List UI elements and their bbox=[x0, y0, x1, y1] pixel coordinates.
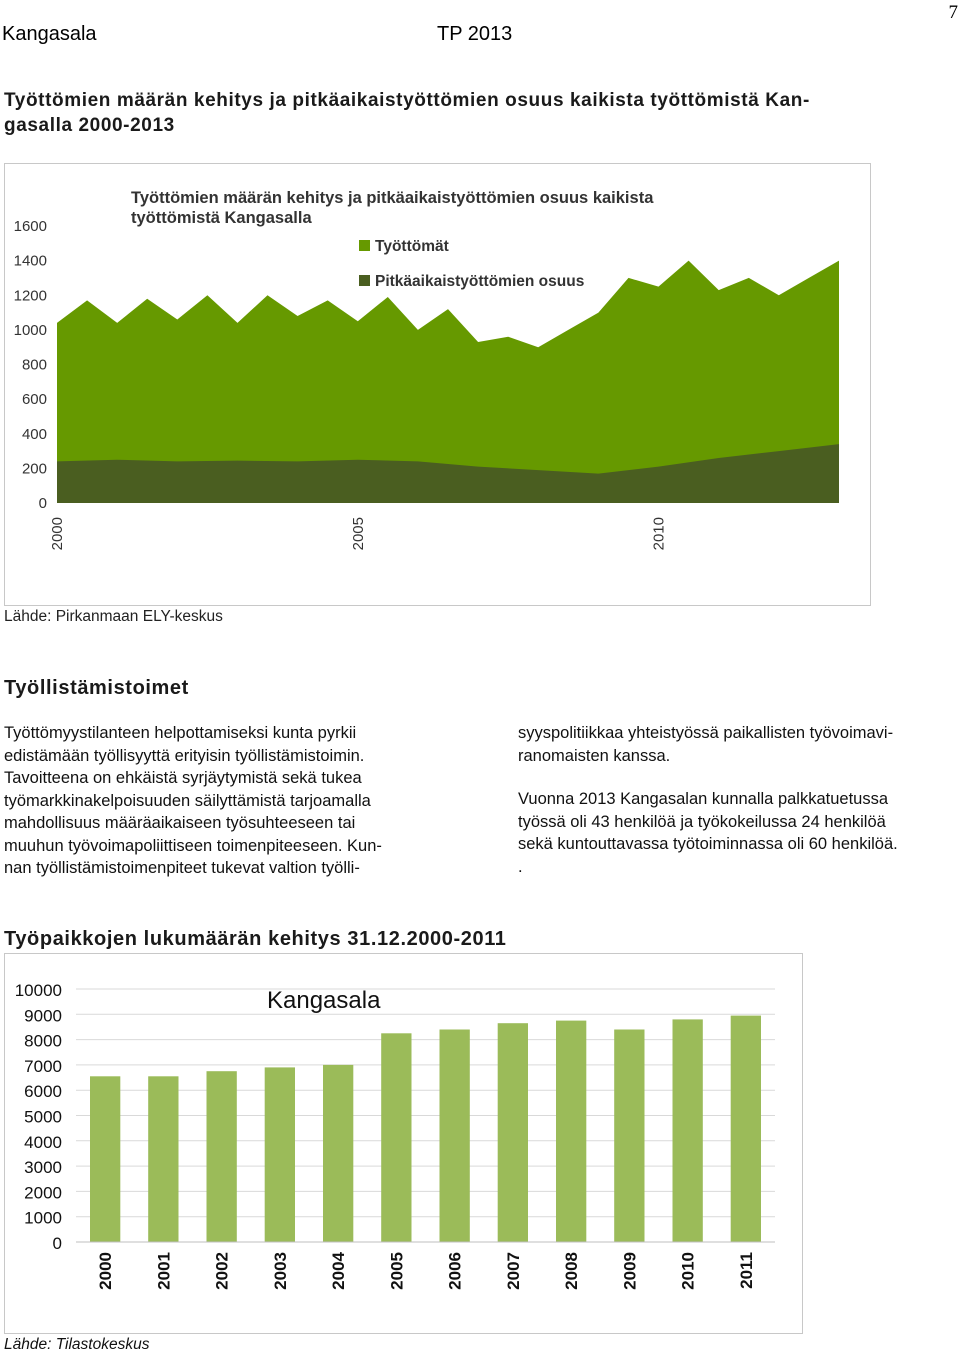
y-tick-label: 600 bbox=[21, 391, 47, 409]
jobs-chart-title: Kangasala bbox=[267, 987, 381, 1014]
bar-2010 bbox=[673, 1019, 703, 1242]
y-tick-label: 4000 bbox=[24, 1132, 62, 1152]
y-tick-label: 1000 bbox=[13, 321, 47, 339]
bar-2003 bbox=[265, 1067, 295, 1242]
x-tick-label: 2009 bbox=[620, 1252, 640, 1290]
legend-swatch-long-term bbox=[359, 275, 370, 286]
legend-label-unemployed: Työttömät bbox=[375, 238, 449, 255]
y-tick-label: 9000 bbox=[24, 1006, 62, 1026]
bar-2005 bbox=[381, 1033, 411, 1242]
y-tick-label: 0 bbox=[38, 495, 47, 512]
text-line: syyspolitiikkaa yhteistyössä paikallisten työvoimavi- bbox=[518, 724, 894, 742]
paragraph-right-1 bbox=[518, 722, 958, 767]
paragraph-left bbox=[4, 722, 474, 880]
chart-title-line1: Työttömien määrän kehitys ja pitkäaikaistyöttömien osuus kaikista bbox=[131, 189, 654, 207]
y-tick-label: 800 bbox=[21, 356, 47, 374]
text-line: Tavoitteena on ehkäistä syrjäytymistä sekä tukea bbox=[4, 769, 362, 787]
text-line: muuhun työvoimapoliittiseen toimenpiteeseen. Kun- bbox=[4, 836, 382, 855]
bar-2008 bbox=[556, 1021, 586, 1242]
x-tick-label: 2006 bbox=[445, 1252, 465, 1290]
section-title-unemployment: Työttömien määrän kehitys ja pitkäaikaistyöttömien osuus kaikista työttömistä Kan- bbox=[4, 90, 810, 111]
section-title-unemployment-cont: gasalla 2000-2013 bbox=[4, 115, 175, 136]
bar-2000 bbox=[90, 1076, 120, 1242]
y-tick-label: 0 bbox=[52, 1234, 62, 1253]
paragraph-right-2 bbox=[518, 788, 958, 878]
y-tick-label: 10000 bbox=[14, 981, 62, 1000]
bar-2007 bbox=[498, 1023, 528, 1242]
chart-title-line2: työttömistä Kangasalla bbox=[131, 209, 312, 227]
header-document: TP 2013 bbox=[437, 23, 513, 45]
x-tick-label: 2000 bbox=[96, 1252, 116, 1290]
x-tick-label: 2005 bbox=[387, 1252, 407, 1290]
bar-2009 bbox=[614, 1030, 644, 1243]
bar-2004 bbox=[323, 1065, 353, 1242]
text-line: Työttömyystilanteen helpottamiseksi kunta pyrkii bbox=[4, 724, 357, 742]
text-line: nan työllistämistoimenpiteet tukevat valtion työlli- bbox=[4, 859, 360, 877]
bar-2001 bbox=[148, 1076, 178, 1242]
jobs-chart bbox=[5, 954, 801, 1332]
y-tick-label: 1400 bbox=[13, 252, 47, 270]
bar-2002 bbox=[207, 1071, 237, 1242]
text-line: edistämään työllisyyttä erityisin työllistämistoimin. bbox=[4, 746, 365, 765]
y-tick-label: 1200 bbox=[13, 287, 47, 305]
text-line: Vuonna 2013 Kangasalan kunnalla palkkatuetussa bbox=[518, 790, 889, 808]
y-tick-label: 3000 bbox=[24, 1158, 62, 1178]
text-line: sekä kuntouttavassa työtoiminnassa oli 60 henkilöä. bbox=[518, 835, 898, 853]
source-ely: Lähde: Pirkanmaan ELY-keskus bbox=[4, 608, 223, 625]
x-tick-label: 2001 bbox=[154, 1252, 174, 1290]
x-tick-label: 2002 bbox=[212, 1252, 232, 1290]
page-number: 7 bbox=[948, 2, 958, 23]
y-tick-label: 5000 bbox=[24, 1107, 62, 1127]
y-tick-label: 7000 bbox=[24, 1056, 62, 1076]
bar-2006 bbox=[440, 1030, 470, 1243]
y-tick-label: 2000 bbox=[24, 1183, 62, 1203]
y-tick-label: 8000 bbox=[24, 1031, 62, 1051]
text-line: työssä oli 43 henkilöä ja työkokeilussa 24 henkilöä bbox=[518, 812, 886, 831]
section-title-employment-measures: Työllistämistoimet bbox=[4, 677, 189, 699]
x-tick-label: 2007 bbox=[503, 1252, 523, 1290]
unemployment-chart-frame bbox=[4, 163, 871, 606]
x-tick-label: 2000 bbox=[49, 517, 66, 551]
jobs-chart-frame bbox=[4, 953, 803, 1334]
y-tick-label: 1000 bbox=[24, 1208, 62, 1228]
x-tick-label: 2004 bbox=[329, 1252, 349, 1290]
x-tick-label: 2008 bbox=[562, 1252, 582, 1290]
x-tick-label: 2010 bbox=[650, 517, 668, 551]
y-tick-label: 200 bbox=[21, 460, 47, 478]
text-line: . bbox=[518, 857, 523, 876]
x-tick-label: 2011 bbox=[736, 1252, 756, 1289]
y-tick-label: 400 bbox=[21, 425, 47, 443]
legend-label-long-term: Pitkäaikaistyöttömien osuus bbox=[375, 273, 585, 290]
header-municipality: Kangasala bbox=[2, 23, 97, 45]
y-tick-label: 1600 bbox=[13, 218, 47, 235]
text-line: ranomaisten kanssa. bbox=[518, 746, 671, 765]
y-tick-label: 6000 bbox=[24, 1082, 62, 1102]
text-line: mahdollisuus määräaikaiseen työsuhteeseen tai bbox=[4, 814, 356, 832]
text-line: työmarkkinakelpoisuuden säilyttämistä tarjoamalla bbox=[4, 791, 371, 810]
x-tick-label: 2005 bbox=[349, 517, 367, 551]
x-tick-label: 2003 bbox=[270, 1252, 290, 1290]
source-statistics: Lähde: Tilastokeskus bbox=[4, 1336, 150, 1353]
legend-swatch-unemployed bbox=[359, 240, 370, 251]
section-title-jobs: Työpaikkojen lukumäärän kehitys 31.12.2000-2011 bbox=[4, 928, 507, 950]
x-tick-label: 2010 bbox=[678, 1252, 698, 1290]
unemployment-chart bbox=[5, 164, 869, 604]
bar-2011 bbox=[731, 1016, 761, 1242]
